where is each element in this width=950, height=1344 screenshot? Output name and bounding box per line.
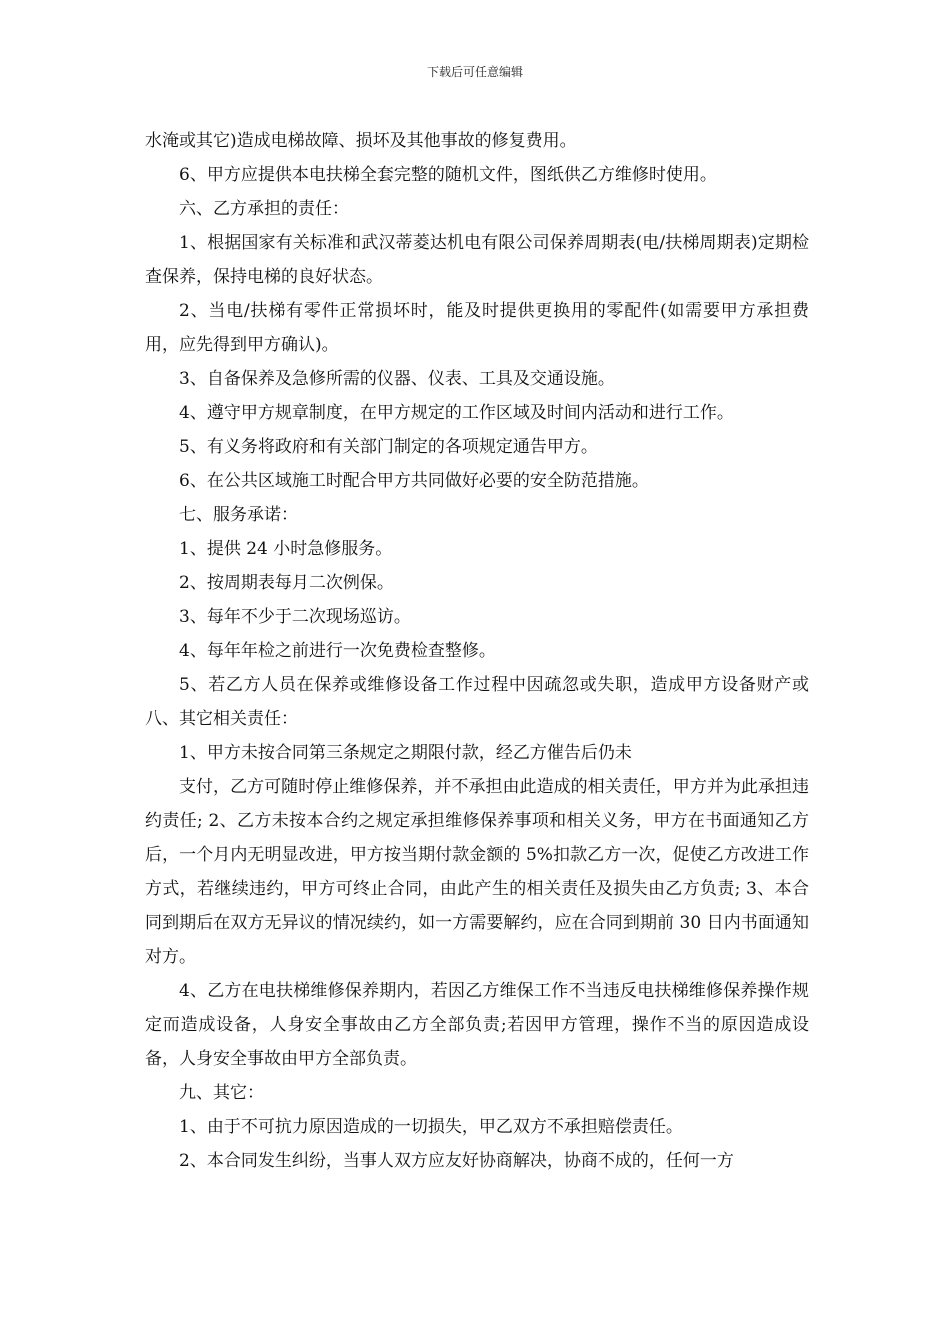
section-heading: 九、其它： <box>179 1083 264 1103</box>
paragraph: 4、乙方在电扶梯维修保养期内，若因乙方维保工作不当违反电扶梯维修保养操作规定而造成设备，人身安全事故由乙方全部负责;若因甲方管理，操作不当的原因造成设备，人身安全事故由甲方全部负责。 <box>145 981 809 1069</box>
paragraph: 4、每年年检之前进行一次免费检查整修。 <box>179 641 496 661</box>
paragraph: 1、甲方未按合同第三条规定之期限付款，经乙方催告后仍未 <box>179 743 632 763</box>
paragraph: 6、在公共区域施工时配合甲方共同做好必要的安全防范措施。 <box>179 471 649 491</box>
paragraph: 3、每年不少于二次现场巡访。 <box>179 607 411 627</box>
paragraph: 2、按周期表每月二次例保。 <box>179 573 394 593</box>
paragraph: 水淹或其它)造成电梯故障、损坏及其他事故的修复费用。 <box>145 131 577 151</box>
paragraph: 1、根据国家有关标准和武汉蒂菱达机电有限公司保养周期表(电/扶梯周期表)定期检查保养，保持电梯的良好状态。 <box>145 233 809 287</box>
page-header: 下载后可任意编辑 <box>426 65 523 79</box>
document-body <box>145 124 809 1178</box>
paragraph: 2、当电/扶梯有零件正常损坏时，能及时提供更换用的零配件(如需要甲方承担费用，应先得到甲方确认)。 <box>145 301 809 355</box>
paragraph: 1、提供 24 小时急修服务。 <box>179 539 393 559</box>
section-heading: 六、乙方承担的责任： <box>179 199 349 219</box>
paragraph: 2、本合同发生纠纷，当事人双方应友好协商解决，协商不成的，任何一方 <box>179 1151 734 1171</box>
paragraph: 3、自备保养及急修所需的仪器、仪表、工具及交通设施。 <box>179 369 615 389</box>
paragraph: 4、遵守甲方规章制度，在甲方规定的工作区域及时间内活动和进行工作。 <box>179 403 734 423</box>
section-heading: 七、服务承诺： <box>179 505 298 525</box>
paragraph: 6、甲方应提供本电扶梯全套完整的随机文件，图纸供乙方维修时使用。 <box>179 165 717 185</box>
paragraph: 支付，乙方可随时停止维修保养，并不承担由此造成的相关责任，甲方并为此承担违约责任; 2、乙方未按本合约之规定承担维修保养事项和相关义务，甲方在书面通知乙方后，一个月内无明显改进，甲方按当期付款金额的 5%扣款乙方一次，促使乙方改进工作方式，若继续违约，甲方可终止合同，由此产生的相关责任及损失由乙方负责; 3、本合同到期后在双方无异议的情况续约，如一方需要解约，应在合同到期前 30 日内书面通知对方。 <box>145 777 809 967</box>
paragraph: 5、有义务将政府和有关部门制定的各项规定通告甲方。 <box>179 437 598 457</box>
paragraph: 5、若乙方人员在保养或维修设备工作过程中因疏忽或失职，造成甲方设备财产或 八、其它相关责任： <box>145 675 809 729</box>
paragraph: 1、由于不可抗力原因造成的一切损失，甲乙双方不承担赔偿责任。 <box>179 1117 683 1137</box>
